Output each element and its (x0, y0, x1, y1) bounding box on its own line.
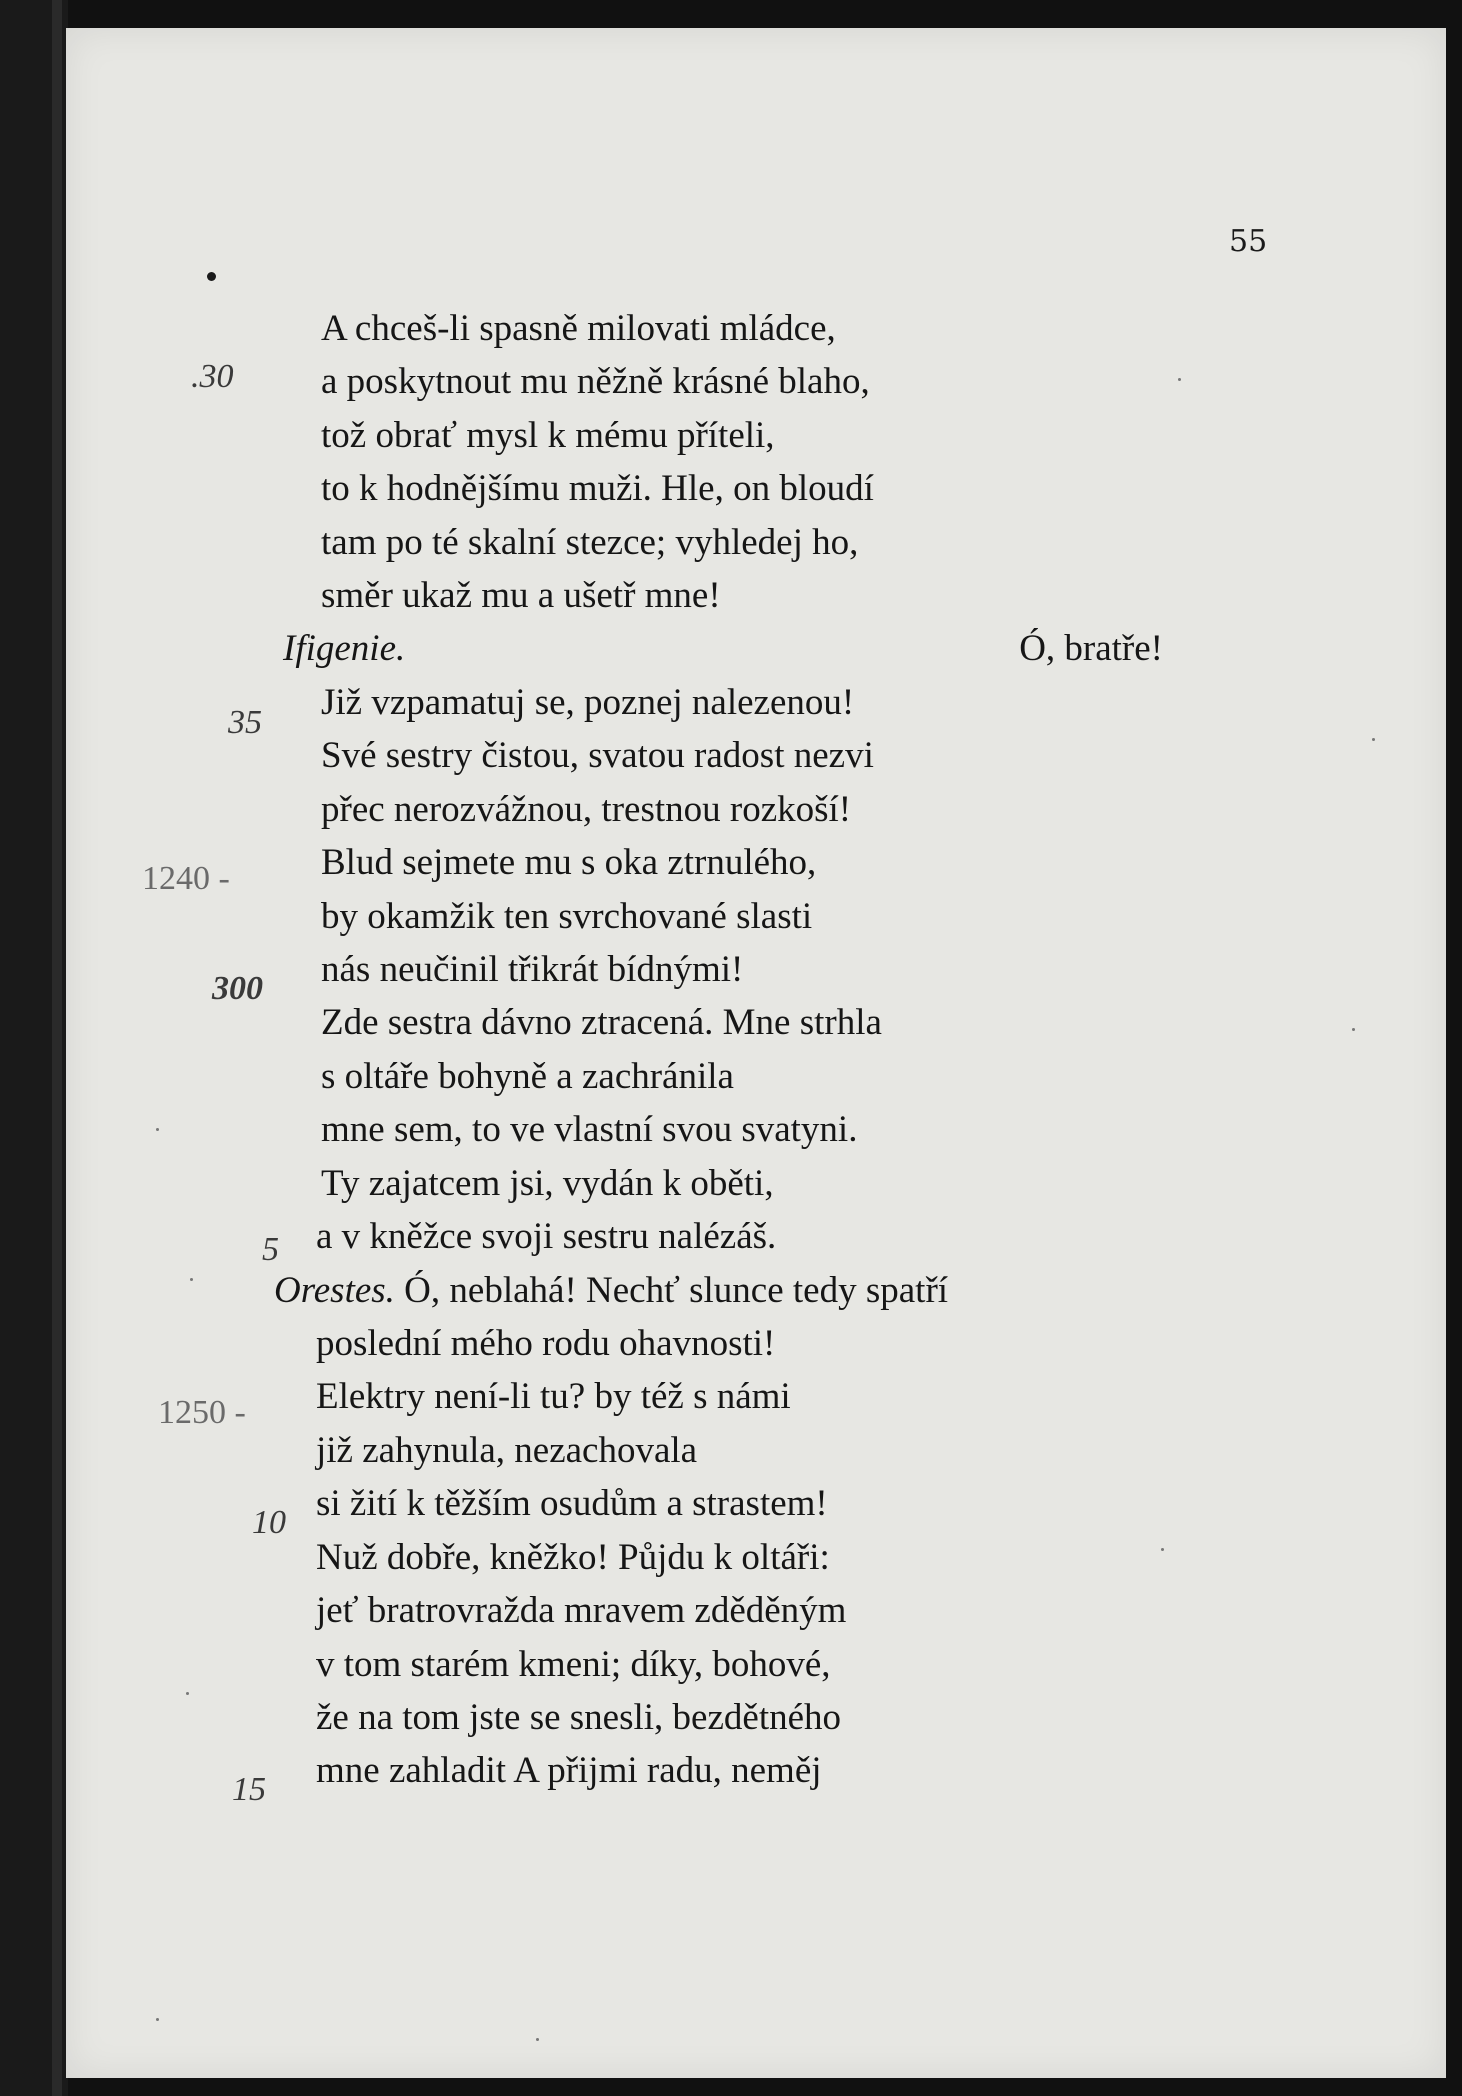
text-line: již zahynula, nezachovala (316, 1430, 698, 1471)
speaker-name: Ifigenie. (283, 628, 406, 669)
scan-speck (536, 2038, 539, 2041)
ink-dot (207, 272, 216, 281)
text-line: poslední mého rodu ohavnosti! (316, 1323, 776, 1364)
text-line: mne sem, to ve vlastní svou svatyni. (321, 1109, 858, 1150)
scan-speck (156, 2018, 159, 2021)
text-line: Své sestry čistou, svatou radost nezvi (321, 735, 874, 776)
speaker-line: Ó, neblahá! Nechť slunce tedy spatří (404, 1270, 949, 1311)
text-line: Blud sejmete mu s oka ztrnulého, (321, 842, 817, 883)
text-line (283, 622, 1163, 675)
margin-note: 300 (212, 970, 263, 1007)
margin-note: 35 (228, 704, 262, 741)
text-line: že na tom jste se snesli, bezdětného (316, 1697, 842, 1738)
text-line: v tom starém kmeni; díky, bohové, (316, 1644, 831, 1685)
text-line: A chceš-li spasně milovati mládce, (321, 308, 836, 349)
text-line (274, 1264, 948, 1317)
scan-speck (186, 1692, 189, 1695)
speaker-name: Orestes. (274, 1270, 395, 1311)
text-line: Nuž dobře, kněžko! Půjdu k oltáři: (316, 1537, 830, 1578)
text-line: směr ukaž mu a ušetř mne! (321, 575, 721, 616)
scan-speck (1352, 1028, 1355, 1031)
text-line: Ty zajatcem jsi, vydán k oběti, (321, 1163, 774, 1204)
speaker-line: Ó, bratře! (1019, 628, 1163, 669)
text-line: tož obrať mysl k mému příteli, (321, 415, 775, 456)
page-number: 55 (1229, 224, 1268, 259)
margin-note: .30 (191, 358, 234, 395)
scan-speck (156, 1128, 159, 1131)
margin-note: 1240 - (142, 860, 230, 897)
text-line: tam po té skalní stezce; vyhledej ho, (321, 522, 859, 563)
scan-speck (1178, 378, 1181, 381)
text-line: Již vzpamatuj se, poznej nalezenou! (321, 682, 855, 723)
text-line: Elektry není-li tu? by též s námi (316, 1376, 791, 1417)
margin-note: 5 (262, 1231, 279, 1268)
text-line: jeť bratrovražda mravem zděděným (316, 1590, 847, 1631)
book-page (66, 28, 1446, 2078)
text-line: a v kněžce svoji sestru nalézáš. (316, 1216, 777, 1257)
scan-book-spine (52, 0, 62, 2096)
text-line: nás neučinil třikrát bídnými! (321, 949, 744, 990)
margin-note: 15 (232, 1771, 266, 1808)
margin-note: 1250 - (158, 1394, 246, 1431)
margin-note: 10 (252, 1504, 286, 1541)
text-line: si žití k těžším osudům a strastem! (316, 1483, 828, 1524)
text-line: mne zahladit A přijmi radu, neměj (316, 1750, 822, 1791)
text-line: by okamžik ten svrchované slasti (321, 896, 813, 937)
scan-speck (190, 1278, 193, 1281)
text-line: a poskytnout mu něžně krásné blaho, (321, 361, 870, 402)
text-line: s oltáře bohyně a zachránila (321, 1056, 734, 1097)
scan-speck (1372, 738, 1375, 741)
text-line: přec nerozvážnou, trestnou rozkoší! (321, 789, 852, 830)
scan-speck (1161, 1548, 1164, 1551)
text-line: Zde sestra dávno ztracená. Mne strhla (321, 1002, 882, 1043)
text-line: to k hodnějšímu muži. Hle, on bloudí (321, 468, 874, 509)
